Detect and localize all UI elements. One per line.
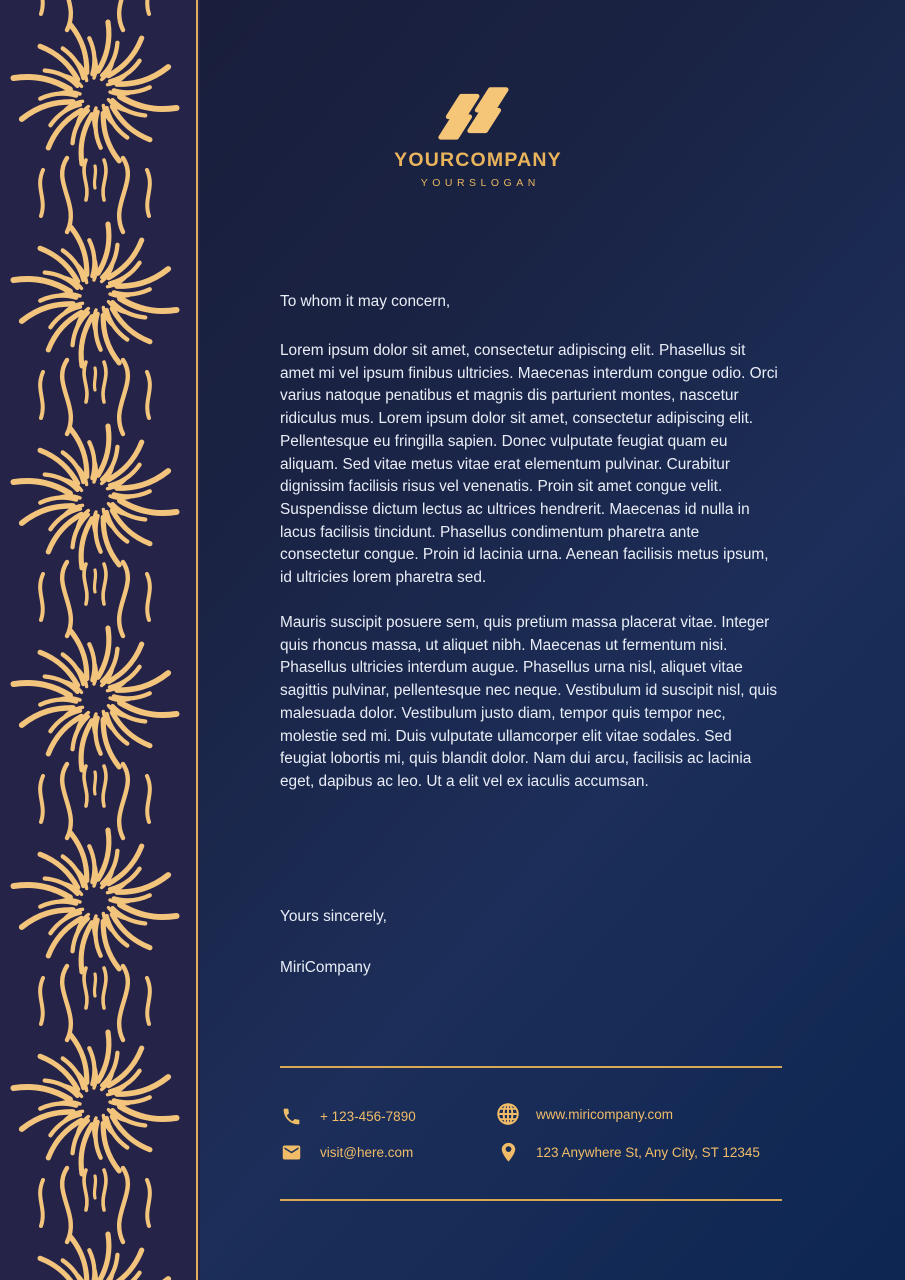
location-pin-icon [495,1140,521,1165]
closing: Yours sincerely, [280,908,387,925]
globe-icon [495,1101,521,1127]
website-url: www.miricompany.com [536,1106,674,1122]
email-icon [281,1142,302,1163]
brand-header [394,84,562,189]
company-slogan: YOURSLOGAN [420,177,540,189]
footer-top-rule [280,1066,782,1068]
street-address: 123 Anywhere St, Any City, ST 12345 [536,1144,760,1160]
phone-number: + 123-456-7890 [320,1108,416,1124]
company-logo-icon [431,84,525,142]
contact-website [495,1100,673,1128]
letter-paragraph-2: Mauris suscipit posuere sem, quis pretium massa placerat vitae. Integer quis rhoncus massa, ut aliquet nibh. Maecenas ut fermentum nisi. Phasellus ultricies interdum augue. Phasellus urna nisl, aliquet vitae sagittis pulvinar, pellentesque nec neque. Vestibulum id suscipit nisl, quis malesuada dolor. Vestibulum justo diam, tempor quis tempor nec, molestie sed mi. Duis vulputate ullamcorper elit vitae sodales. Sed feugiat lobortis mi, quis blandit dolor. Nam dui arcu, facilisis ac lacinia eget, dapibus ac leo. Ut a elit vel ex iaculis accumsan. [280,614,778,790]
signature-name: MiriCompany [280,959,371,976]
contact-phone [281,1102,416,1130]
footer-bottom-rule [280,1199,782,1201]
email-address: visit@here.com [320,1144,414,1160]
contact-email [281,1138,413,1166]
decorative-sidebar [0,0,200,1280]
gold-divider-line [196,0,198,1280]
contact-address [495,1138,760,1166]
salutation: To whom it may concern, [280,293,451,310]
letter-paragraph-1: Lorem ipsum dolor sit amet, consectetur adipiscing elit. Phasellus sit amet mi vel ipsum finibus ultricies. Maecenas interdum congue odio. Orci varius natoque penatibus et magnis dis parturient montes, nascetur ridiculus mus. Lorem ipsum dolor sit amet, consectetur adipiscing elit. Pellentesque eu fringilla sapien. Donec vulputate feugiat quam eu aliquam. Sed vitae metus vitae erat elementum pulvinar. Curabitur dignissim facilisis risus vel venenatis. Proin sit amet congue velit. Suspendisse dictum lectus ac ultrices hendrerit. Maecenas id nulla in lacus facilisis tincidunt. Phasellus condimentum pharetra ante consectetur congue. Proin id lacinia urna. Aenean facilisis metus ipsum, id ultricies lorem pharetra sed. [280,342,778,587]
company-name: YOURCOMPANY [394,149,562,171]
fireworks-pattern-icon [0,0,200,1280]
phone-icon [281,1106,302,1127]
